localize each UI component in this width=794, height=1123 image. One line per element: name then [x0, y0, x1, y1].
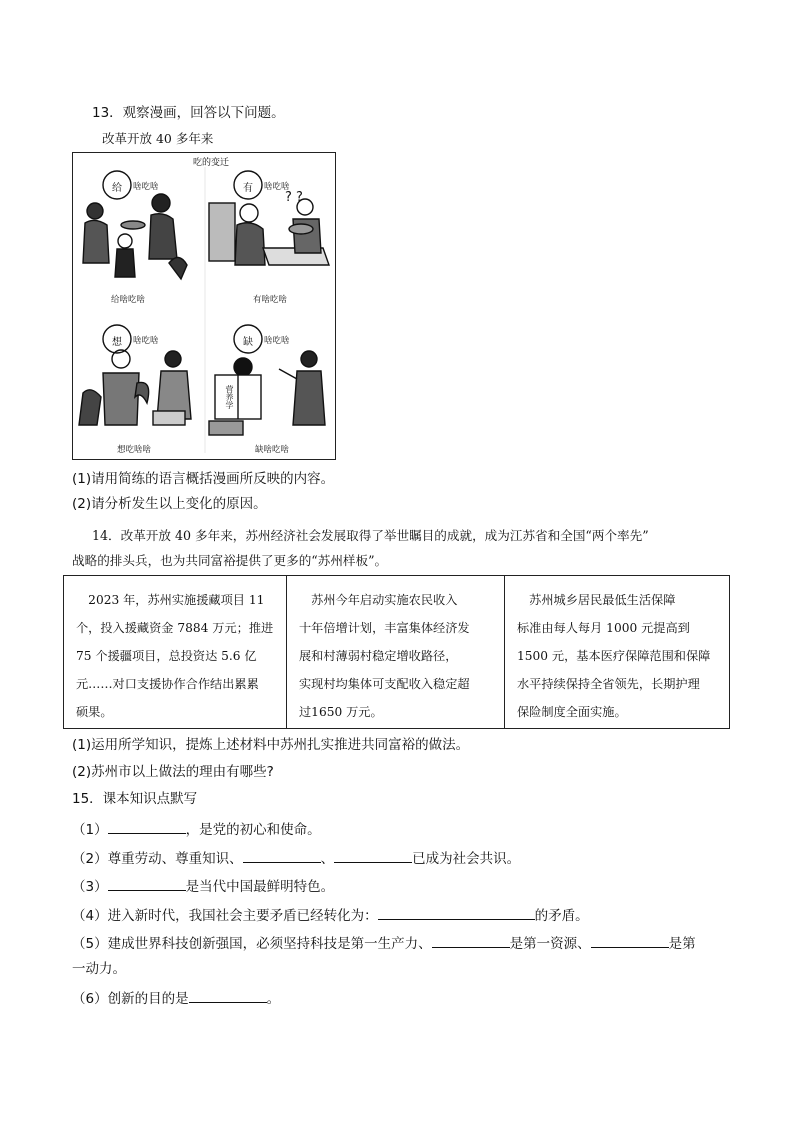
cell-3-line: 水平持续保持全省领先，长期护理	[517, 677, 700, 691]
q15-item-3	[72, 876, 334, 896]
table-cell-1	[64, 576, 286, 728]
q15-item-2-sep: 、	[320, 851, 335, 867]
book-text: 营养学	[225, 385, 234, 409]
q15-item-2-suffix: 已成为社会共识。	[412, 851, 521, 867]
q15-item-5-prefix: （5）建成世界科技创新强国，必须坚持科技是第一生产力、	[72, 936, 432, 952]
cell-2-line: 十年倍增计划，丰富集体经济发	[299, 621, 470, 635]
q15-item-2	[72, 848, 520, 868]
q15-item-6-prefix: （6）创新的目的是	[72, 991, 189, 1007]
q15-item-4-blank[interactable]	[378, 905, 535, 920]
cell-1-line: 硕果。	[76, 705, 113, 719]
q15-item-5-blank-2[interactable]	[591, 933, 669, 948]
q15-item-6	[72, 988, 280, 1008]
q15-item-1-prefix: （1）	[72, 822, 108, 838]
q13-sub1: (1)请用简练的语言概括漫画所反映的内容。	[72, 471, 335, 487]
q15-heading: 15．课本知识点默写	[72, 791, 198, 807]
panel3-bubble: 啥吃啥	[133, 336, 159, 346]
panel1-char: 给	[112, 183, 122, 194]
panel2-bubble: 啥吃啥	[264, 182, 290, 192]
q15-item-3-suffix: 是当代中国最鲜明特色。	[185, 879, 335, 895]
q14-sub1: (1)运用所学知识，提炼上述材料中苏州扎实推进共同富裕的做法。	[72, 737, 470, 753]
q15-item-1	[72, 819, 321, 839]
panel2-char: 有	[243, 183, 253, 194]
q14-sub2: (2)苏州市以上做法的理由有哪些?	[72, 764, 274, 780]
q15-item-5-mid: 是第一资源、	[509, 936, 591, 952]
q15-item-5-cont: 一动力。	[72, 961, 126, 977]
q15-item-2-blank-2[interactable]	[334, 848, 412, 863]
q13-subtitle: 改革开放 40 多年来	[102, 131, 214, 146]
q15-item-3-blank[interactable]	[108, 876, 186, 891]
table-cell-2	[286, 576, 504, 728]
q15-item-6-suffix: 。	[266, 991, 281, 1007]
cell-2-line: 实现村均集体可支配收入稳定超	[299, 677, 470, 691]
q15-item-2-blank-1[interactable]	[243, 848, 321, 863]
cell-3-line: 1500 元，基本医疗保障范围和保障	[517, 649, 711, 663]
panel2-caption: 有啥吃啥	[253, 295, 288, 305]
q15-item-3-prefix: （3）	[72, 879, 108, 895]
material-table	[63, 575, 730, 729]
q15-item-2-prefix: （2）尊重劳动、尊重知识、	[72, 851, 243, 867]
q15-item-4-suffix: 的矛盾。	[534, 908, 589, 924]
cell-1-line: 个，投入援藏资金 7884 万元；推进	[76, 621, 274, 635]
cartoon-image	[72, 152, 336, 460]
q14-intro-line1: 14．改革开放 40 多年来，苏州经济社会发展取得了举世瞩目的成就，成为江苏省和全国“两个率先”	[92, 528, 649, 543]
q15-item-1-suffix: ，是党的初心和使命。	[185, 822, 321, 838]
panel3-char: 想	[112, 337, 122, 348]
q15-item-5-blank-1[interactable]	[432, 933, 510, 948]
cell-2-line: 过1650 万元。	[299, 705, 383, 719]
panel1-caption: 给啥吃啥	[111, 295, 146, 305]
cell-3-line: 标准由每人每月 1000 元提高到	[517, 621, 690, 635]
q13-heading: 13．观察漫画，回答以下问题。	[92, 105, 285, 121]
panel4-bubble: 啥吃啥	[264, 336, 290, 346]
cell-2-line: 展和村薄弱村稳定增收路径，	[299, 649, 458, 663]
cartoon-drawing	[73, 153, 337, 461]
cell-2-line: 苏州今年启动实施农民收入	[299, 593, 458, 607]
cartoon-title: 吃的变迁	[193, 158, 230, 168]
q15-item-4	[72, 905, 589, 925]
q13-sub2: (2)请分析发生以上变化的原因。	[72, 496, 267, 512]
cell-3-line: 保险制度全面实施。	[517, 705, 627, 719]
panel1-bubble: 啥吃啥	[133, 182, 159, 192]
cell-3-line: 苏州城乡居民最低生活保障	[517, 593, 676, 607]
q15-item-5-suffix: 是第	[668, 936, 696, 952]
cell-1-line: 元……对口支援协作合作结出累累	[76, 677, 259, 691]
q15-item-6-blank[interactable]	[189, 988, 267, 1003]
q15-item-4-prefix: （4）进入新时代，我国社会主要矛盾已经转化为：	[72, 908, 378, 924]
svg-text:? ?: ? ?	[285, 190, 303, 205]
q15-item-5	[72, 933, 696, 953]
cell-1-line: 2023 年，苏州实施援藏项目 11	[76, 593, 265, 607]
panel4-caption: 缺啥吃啥	[255, 445, 290, 455]
table-cell-3	[504, 576, 729, 728]
q15-item-1-blank[interactable]	[108, 819, 186, 834]
cell-1-line: 75 个援疆项目，总投资达 5.6 亿	[76, 649, 257, 663]
panel3-caption: 想吃啥啥	[117, 445, 152, 455]
q14-intro-line2: 战略的排头兵，也为共同富裕提供了更多的“苏州样板”。	[72, 553, 388, 568]
panel4-char: 缺	[243, 337, 253, 348]
